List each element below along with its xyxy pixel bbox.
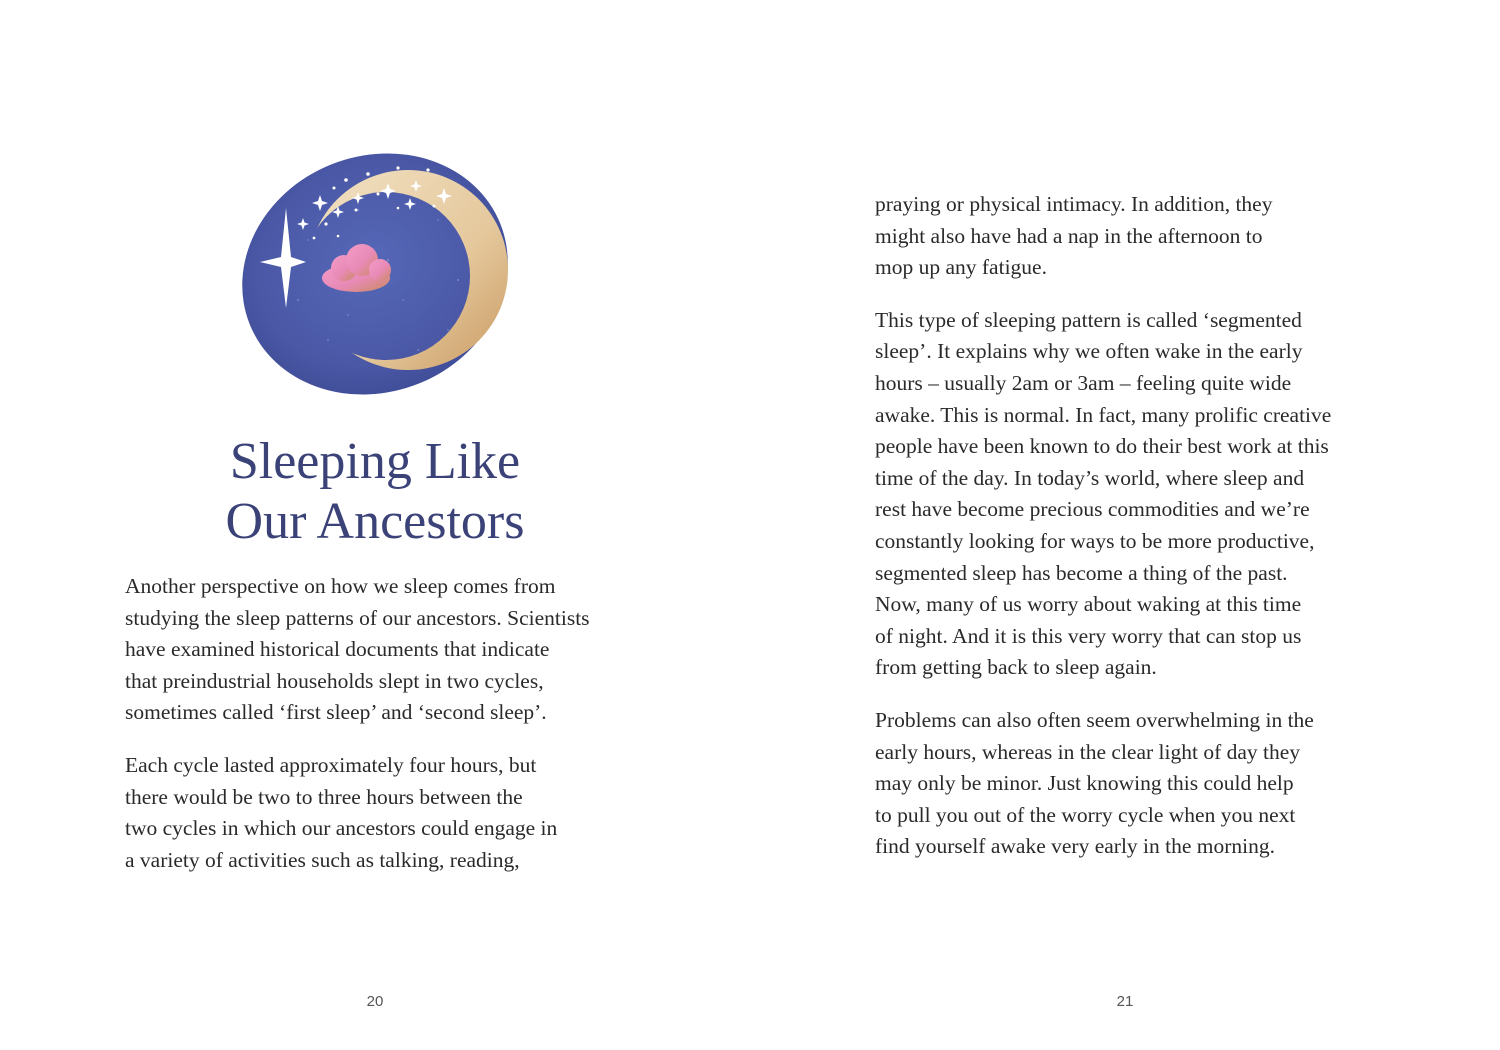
text-line: studying the sleep patterns of our ancestors. Scientists	[125, 605, 590, 630]
text-line: Problems can also often seem overwhelming in the	[875, 707, 1314, 732]
page-number-left: 20	[366, 993, 384, 1010]
text-line: find yourself awake very early in the morning.	[875, 834, 1276, 859]
text-line: mop up any fatigue.	[875, 255, 1047, 280]
text-line: early hours, whereas in the clear light of day they	[875, 739, 1301, 764]
text-line: of night. And it is this very worry that can stop us	[875, 623, 1302, 648]
paragraph	[875, 189, 1395, 284]
text-line: hours – usually 2am or 3am – feeling quite wide	[875, 370, 1292, 395]
chapter-title	[125, 432, 625, 552]
text-line: may only be minor. Just knowing this could help	[875, 771, 1294, 796]
left-page-body	[125, 571, 645, 876]
right-page	[750, 0, 1500, 1050]
text-line: sometimes called ‘first sleep’ and ‘second sleep’.	[125, 700, 547, 725]
text-line: there would be two to three hours between the	[125, 784, 523, 809]
text-line: sleep’. It explains why we often wake in the early	[875, 339, 1303, 364]
right-page-body	[875, 189, 1395, 863]
paragraph	[125, 750, 645, 876]
moon-stars-cloud-icon	[238, 150, 513, 395]
text-line: have examined historical documents that indicate	[125, 637, 550, 662]
text-line: constantly looking for ways to be more productive,	[875, 528, 1315, 553]
text-line: This type of sleeping pattern is called ‘segmented	[875, 307, 1302, 332]
text-line: Each cycle lasted approximately four hours, but	[125, 752, 537, 777]
text-line: time of the day. In today’s world, where sleep and	[875, 465, 1305, 490]
chapter-title-line-2: Our Ancestors	[225, 493, 525, 550]
text-line: to pull you out of the worry cycle when you next	[875, 802, 1296, 827]
text-line: Another perspective on how we sleep comes from	[125, 574, 556, 598]
text-line: that preindustrial households slept in two cycles,	[125, 668, 544, 693]
text-line: might also have had a nap in the afternoon to	[875, 223, 1263, 248]
text-line: awake. This is normal. In fact, many prolific creative	[875, 402, 1332, 427]
chapter-title-line-1: Sleeping Like	[229, 433, 521, 490]
text-line: Now, many of us worry about waking at this time	[875, 592, 1302, 617]
text-line: from getting back to sleep again.	[875, 655, 1157, 680]
text-line: rest have become precious commodities and we’re	[875, 497, 1310, 522]
text-line: praying or physical intimacy. In addition, they	[875, 192, 1273, 216]
text-line: two cycles in which our ancestors could engage in	[125, 816, 558, 841]
paragraph	[125, 571, 645, 729]
paragraph	[875, 305, 1395, 684]
text-line: people have been known to do their best work at this	[875, 434, 1329, 459]
page-number-right: 21	[1116, 993, 1134, 1010]
text-line: a variety of activities such as talking, reading,	[125, 847, 520, 872]
text-line: segmented sleep has become a thing of the past.	[875, 560, 1288, 585]
paragraph	[875, 705, 1395, 863]
